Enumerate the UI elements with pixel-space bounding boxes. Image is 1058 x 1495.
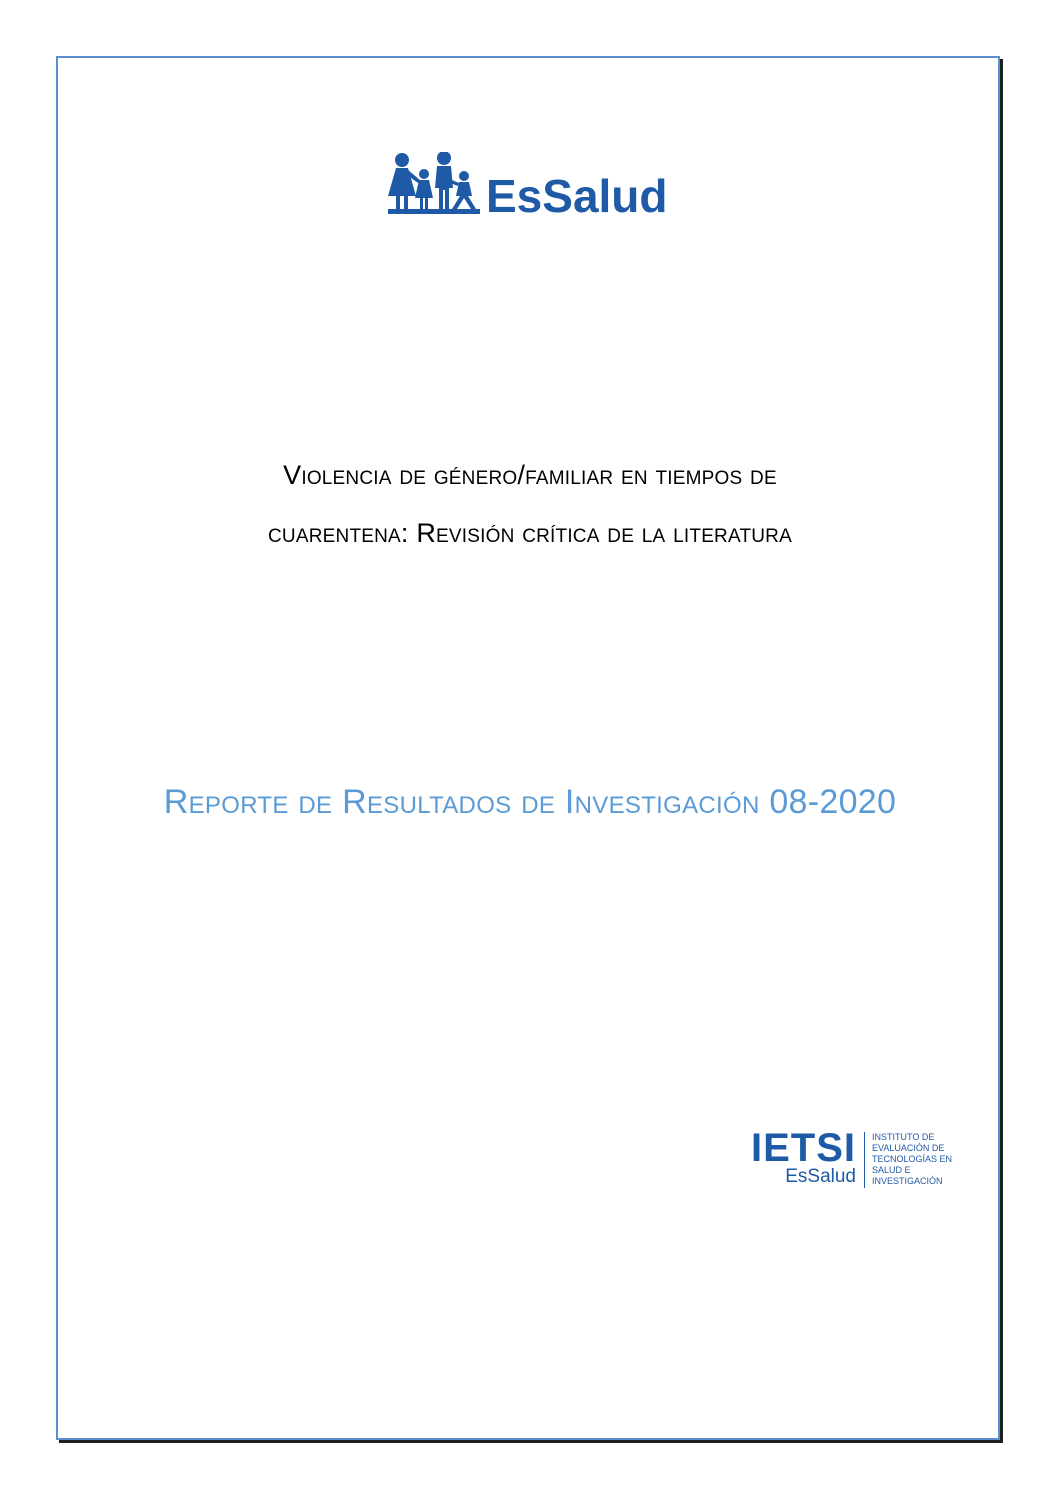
ietsi-divider [864, 1132, 865, 1188]
ietsi-desc-line: INVESTIGACIÓN [872, 1176, 943, 1186]
essalud-wordmark: EsSalud [486, 170, 666, 222]
title-line-1: Violencia de género/familiar en tiempos de [283, 460, 777, 490]
ietsi-description [872, 1132, 972, 1187]
page-frame [56, 56, 1000, 1440]
essalud-logo [386, 152, 666, 222]
report-label: Reporte de Resultados de Investigación 08-2020 [163, 783, 897, 821]
family-figures-icon [386, 152, 666, 222]
ietsi-subbrand: EsSalud [785, 1166, 856, 1187]
ietsi-wordmark: IETSI [750, 1126, 856, 1170]
ietsi-desc-line: EVALUACIÓN DE [872, 1143, 945, 1153]
document-title [100, 446, 960, 562]
ietsi-logo [732, 1128, 962, 1192]
title-line-2: cuarentena: Revisión crítica de la literatura [268, 518, 792, 548]
ietsi-desc-line: TECNOLOGÍAS EN [872, 1154, 953, 1164]
ietsi-desc-line: INSTITUTO DE [872, 1132, 935, 1142]
ietsi-desc-line: SALUD E [872, 1165, 911, 1175]
